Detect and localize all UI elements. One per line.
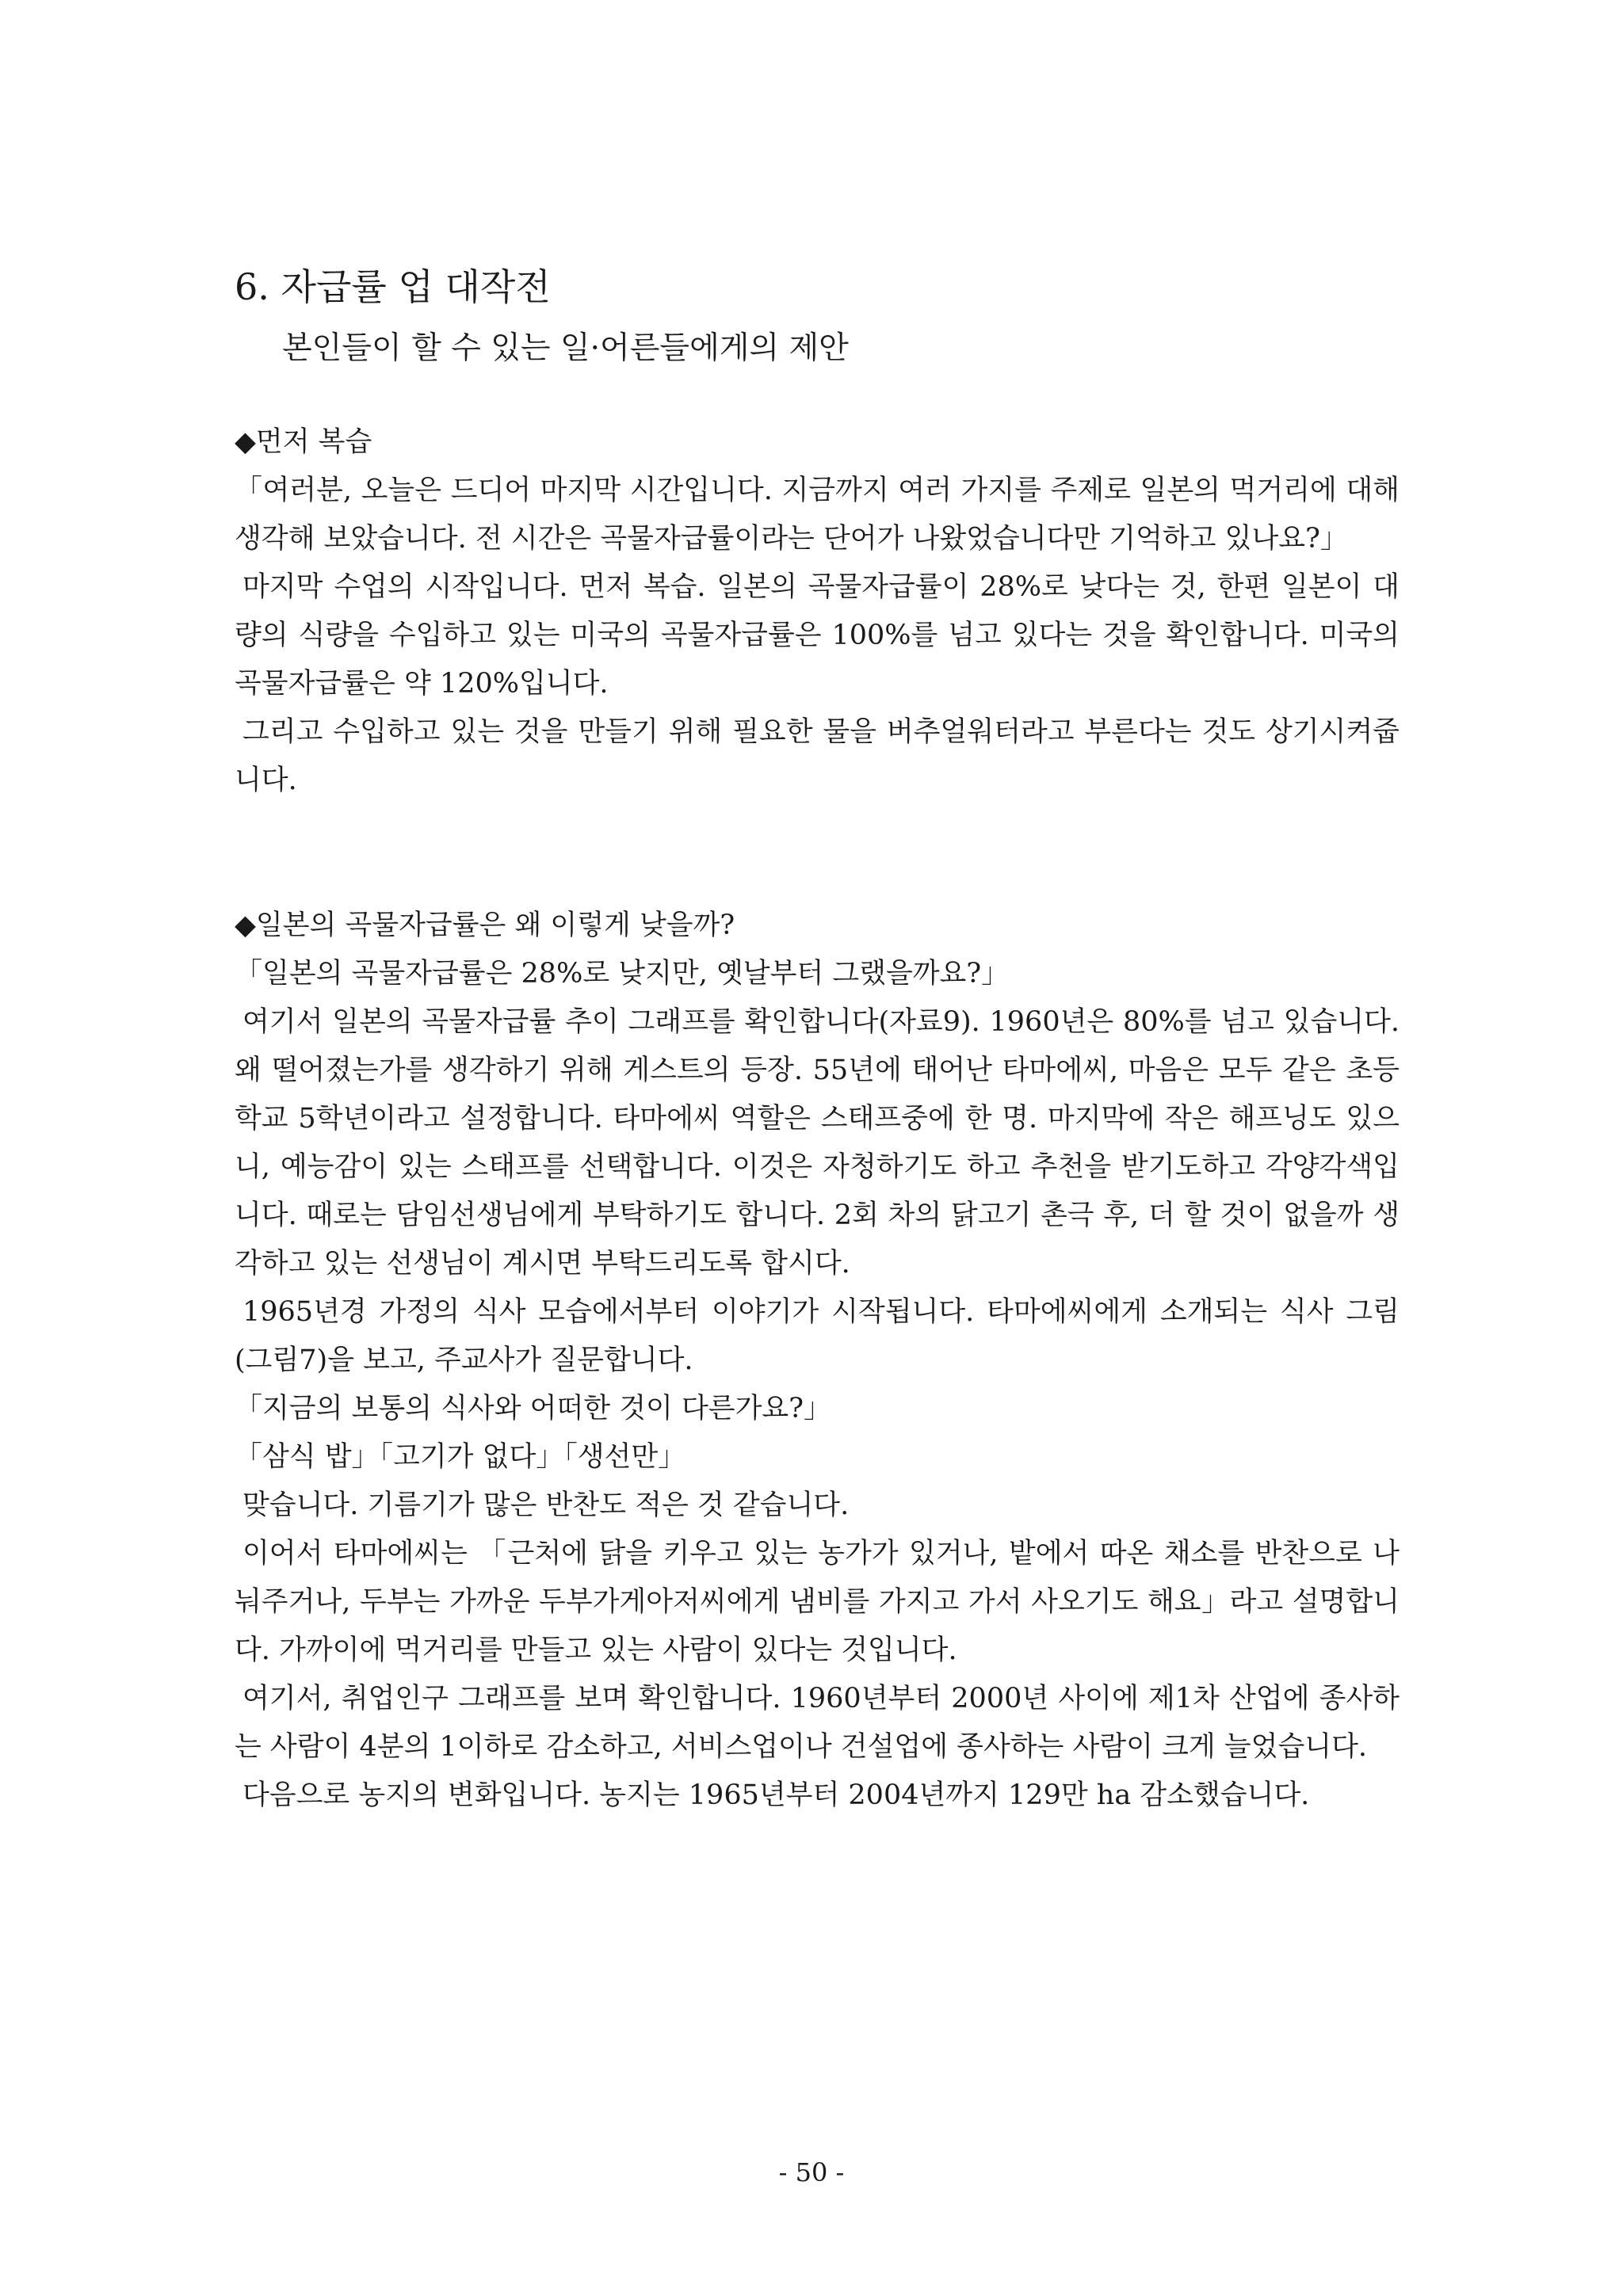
- paragraph: 「지금의 보통의 식사와 어떠한 것이 다른가요?」: [235, 1393, 831, 1425]
- paragraph: 「여러분, 오늘은 드디어 마지막 시간입니다. 지금까지 여러 가지를 주제로 일본의 먹거리에 대해 생각해 보았습니다. 전 시간은 곡물자급률이라는 단어가 나왔었습니다만 기억하고 있나요?」: [235, 475, 1400, 555]
- page-subtitle: 본인들이 할 수 있는 일·어른들에게의 제안: [282, 330, 849, 366]
- paragraph: 여기서 일본의 곡물자급률 추이 그래프를 확인합니다(자료9). 1960년은 80%를 넘고 있습니다. 왜 떨어졌는가를 생각하기 위해 게스트의 등장. 55년에 태어난 타마에씨, 마음은 모두 같은 초등학교 5학년이라고 설정합니다. 타마에씨 역할은 스태프중에 한 명. 마지막에 작은 해프닝도 있으니, 예능감이 있는 스태프를 선택합니다. 이것은 자청하기도 하고 추천을 받기도하고 각양각색입니다. 때로는 담임선생님에게 부탁하기도 합니다. 2회 차의 닭고기 촌극 후, 더 할 것이 없을까 생각하고 있는 선생님이 계시면 부탁드리도록 합시다.: [235, 1006, 1400, 1280]
- section-why-low: [235, 902, 1400, 1820]
- paragraph: 그리고 수입하고 있는 것을 만들기 위해 필요한 물을 버추얼워터라고 부른다는 것도 상기시켜줍니다.: [235, 716, 1400, 796]
- paragraph: 다음으로 농지의 변화입니다. 농지는 1965년부터 2004년까지 129만 ha 감소했습니다.: [242, 1779, 1310, 1811]
- paragraph: 1965년경 가정의 식사 모습에서부터 이야기가 시작됩니다. 타마에씨에게 소개되는 식사 그림(그림7)을 보고, 주교사가 질문합니다.: [235, 1296, 1400, 1376]
- paragraph: 여기서, 취업인구 그래프를 보며 확인합니다. 1960년부터 2000년 사이에 제1차 산업에 종사하는 사람이 4분의 1이하로 감소하고, 서비스업이나 건설업에 종사하는 사람이 크게 늘었습니다.: [235, 1683, 1400, 1763]
- section-heading: ◆먼저 복습: [235, 426, 372, 458]
- document-body: [235, 418, 1400, 1820]
- page-title: 6. 자급률 업 대작전: [235, 265, 551, 308]
- page-number: - 50 -: [778, 2157, 845, 2187]
- section-heading: ◆일본의 곡물자급률은 왜 이렇게 낮을까?: [235, 910, 735, 941]
- paragraph: 맞습니다. 기름기가 많은 반찬도 적은 것 같습니다.: [242, 1489, 850, 1521]
- section-spacer: [235, 805, 1400, 902]
- paragraph: 마지막 수업의 시작입니다. 먼저 복습. 일본의 곡물자급률이 28%로 낮다는 것, 한편 일본이 대량의 식량을 수입하고 있는 미국의 곡물자급률은 100%를 넘고 있다는 것을 확인합니다. 미국의 곡물자급률은 약 120%입니다.: [235, 571, 1400, 700]
- paragraph: 「일본의 곡물자급률은 28%로 낮지만, 옛날부터 그랬을까요?」: [235, 958, 1010, 990]
- section-review: [235, 418, 1400, 805]
- paragraph: 「삼식 밥」「고기가 없다」「생선만」: [235, 1441, 686, 1473]
- paragraph: 이어서 타마에씨는 「근처에 닭을 키우고 있는 농가가 있거나, 밭에서 따온 채소를 반찬으로 나눠주거나, 두부는 가까운 두부가게아저씨에게 냄비를 가지고 가서 사오기도 해요」라고 설명합니다. 가까이에 먹거리를 만들고 있는 사람이 있다는 것입니다.: [235, 1538, 1400, 1666]
